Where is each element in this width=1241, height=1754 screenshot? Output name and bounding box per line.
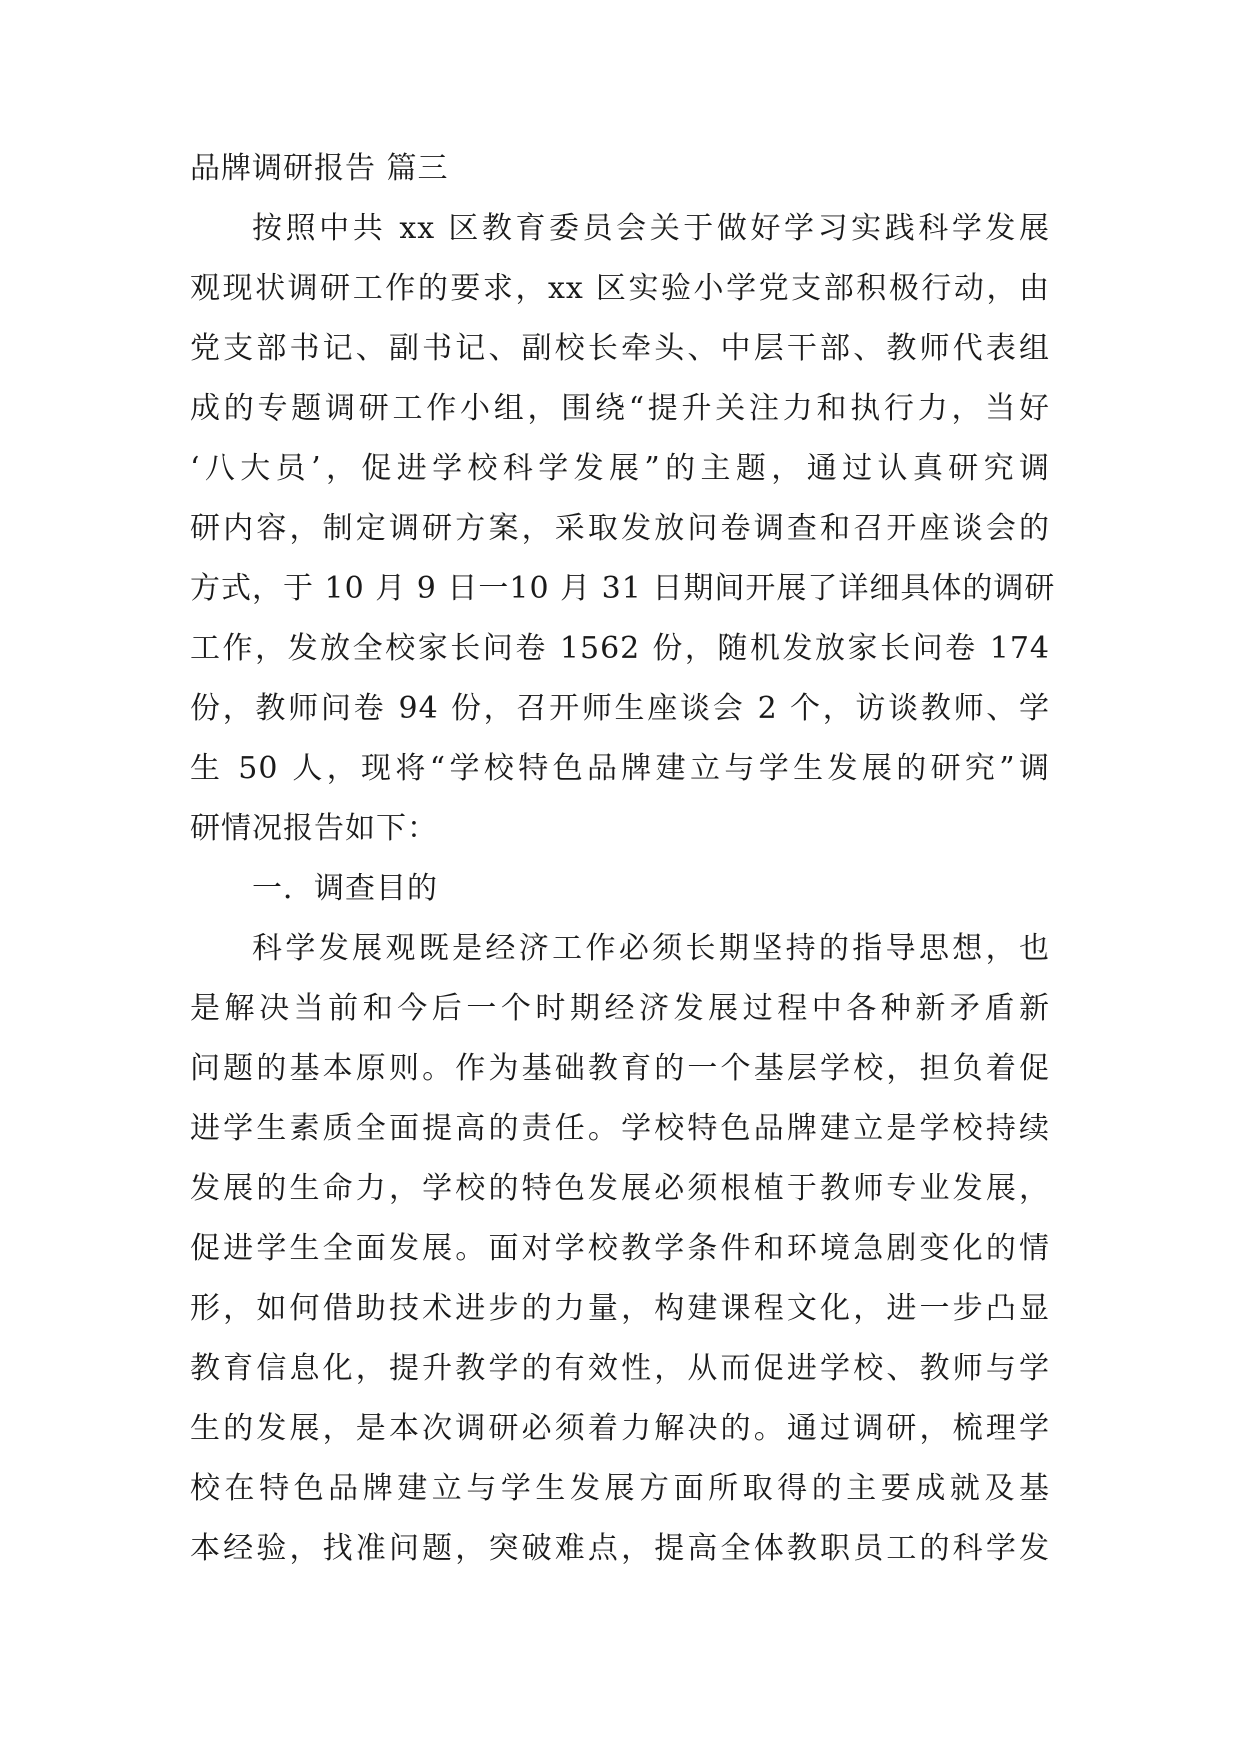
paragraph-1-line-11: 研情况报告如下： bbox=[190, 811, 438, 846]
paragraph-1-line-2: 观现状调研工作的要求，xx 区实验小学党支部积极行动，由 bbox=[190, 271, 1050, 306]
section-heading: 一．调查目的 bbox=[252, 871, 438, 906]
paragraph-1-line-3: 党支部书记、副书记、副校长牵头、中层干部、教师代表组 bbox=[190, 331, 1050, 366]
paragraph-1-line-8: 工作，发放全校家长问卷 1562 份，随机发放家长问卷 174 bbox=[190, 631, 1050, 666]
paragraph-2-line-4: 进学生素质全面提高的责任。学校特色品牌建立是学校持续 bbox=[190, 1111, 1050, 1146]
paragraph-2-line-9: 生的发展，是本次调研必须着力解决的。通过调研，梳理学 bbox=[190, 1411, 1050, 1446]
paragraph-2-line-8: 教育信息化，提升教学的有效性，从而促进学校、教师与学 bbox=[190, 1351, 1050, 1386]
paragraph-1-line-9: 份，教师问卷 94 份，召开师生座谈会 2 个，访谈教师、学 bbox=[190, 691, 1050, 726]
paragraph-1-line-1: 按照中共 xx 区教育委员会关于做好学习实践科学发展 bbox=[252, 211, 1050, 246]
paragraph-1-line-5: ‘八大员’，促进学校科学发展”的主题，通过认真研究调 bbox=[190, 451, 1050, 486]
paragraph-2-line-2: 是解决当前和今后一个时期经济发展过程中各种新矛盾新 bbox=[190, 991, 1050, 1026]
paragraph-1-line-7: 方式，于 10 月 9 日一10 月 31 日期间开展了详细具体的调研 bbox=[190, 571, 1056, 606]
paragraph-2-line-11: 本经验，找准问题，突破难点，提高全体教职员工的科学发 bbox=[190, 1531, 1050, 1566]
paragraph-2-line-5: 发展的生命力，学校的特色发展必须根植于教师专业发展， bbox=[190, 1171, 1050, 1206]
paragraph-2-line-10: 校在特色品牌建立与学生发展方面所取得的主要成就及基 bbox=[190, 1471, 1050, 1506]
paragraph-1-line-4: 成的专题调研工作小组，围绕“提升关注力和执行力，当好 bbox=[190, 391, 1050, 426]
paragraph-1-line-10: 生 50 人，现将“学校特色品牌建立与学生发展的研究”调 bbox=[190, 751, 1050, 786]
paragraph-2-line-3: 问题的基本原则。作为基础教育的一个基层学校，担负着促 bbox=[190, 1051, 1050, 1086]
paragraph-2-line-6: 促进学生全面发展。面对学校教学条件和环境急剧变化的情 bbox=[190, 1231, 1050, 1266]
paragraph-2-line-1: 科学发展观既是经济工作必须长期坚持的指导思想，也 bbox=[252, 931, 1050, 966]
paragraph-1-line-6: 研内容，制定调研方案，采取发放问卷调查和召开座谈会的 bbox=[190, 511, 1050, 546]
paragraph-2-line-7: 形，如何借助技术进步的力量，构建课程文化，进一步凸显 bbox=[190, 1291, 1050, 1326]
document-title: 品牌调研报告 篇三 bbox=[190, 151, 449, 186]
